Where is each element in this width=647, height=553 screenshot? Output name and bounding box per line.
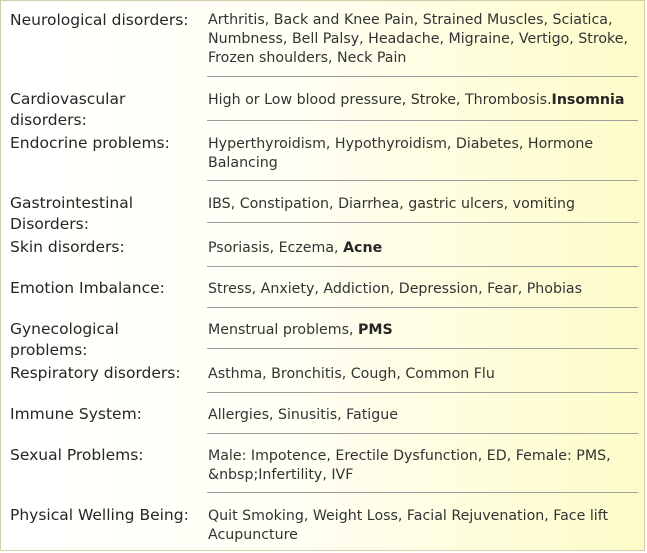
- condition-description: [208, 447, 638, 485]
- category-label: Endocrine problems:: [10, 134, 170, 152]
- category-label: Gynecological problems:: [10, 320, 119, 359]
- condition-description: [208, 321, 638, 340]
- row-divider: [207, 392, 638, 393]
- description-text: Hyperthyroidism, Hypothyroidism, Diabetes, Hormone Balancing: [208, 136, 594, 171]
- category-label: Cardiovascular disorders:: [10, 90, 126, 129]
- description-text: Menstrual problems,: [208, 322, 359, 338]
- row-divider: [207, 120, 638, 121]
- category-label: Emotion Imbalance:: [10, 279, 165, 297]
- row-divider: [207, 433, 638, 434]
- row-divider: [207, 307, 638, 308]
- description-emphasis: Acne: [343, 240, 383, 256]
- description-emphasis: Insomnia: [551, 92, 625, 108]
- condition-description: [208, 280, 638, 299]
- description-text: Allergies, Sinusitis, Fatigue: [208, 407, 398, 423]
- description-text: Psoriasis, Eczema,: [208, 240, 344, 256]
- category-label: Physical Welling Being:: [10, 506, 189, 524]
- condition-description: [208, 406, 638, 425]
- description-text: Stress, Anxiety, Addiction, Depression, Fear, Phobias: [208, 281, 583, 297]
- description-text: Arthritis, Back and Knee Pain, Strained Muscles, Sciatica, Numbness, Bell Palsy, Headache, Migraine, Vertigo, Stroke, Frozen shoulders, Neck Pain: [208, 12, 628, 66]
- row-divider: [207, 348, 638, 349]
- description-text: IBS, Constipation, Diarrhea, gastric ulcers, vomiting: [208, 196, 576, 212]
- row-divider: [207, 492, 638, 493]
- description-text: High or Low blood pressure, Stroke, Thrombosis.: [208, 92, 552, 108]
- category-label: Immune System:: [10, 405, 142, 423]
- description-text: Male: Impotence, Erectile Dysfunction, ED, Female: PMS, &nbsp;Infertility, IVF: [208, 448, 611, 483]
- condition-description: [208, 195, 638, 214]
- condition-description: [208, 239, 638, 258]
- condition-description: [208, 135, 638, 173]
- condition-description: [208, 11, 638, 68]
- condition-description: [208, 91, 638, 110]
- condition-description: [208, 507, 638, 545]
- category-label: Neurological disorders:: [10, 11, 189, 29]
- row-divider: [207, 76, 638, 77]
- condition-description: [208, 365, 638, 384]
- row-divider: [207, 266, 638, 267]
- description-text: Quit Smoking, Weight Loss, Facial Rejuvenation, Face lift Acupuncture: [208, 508, 609, 543]
- row-divider: [207, 222, 638, 223]
- category-label: Respiratory disorders:: [10, 364, 181, 382]
- description-emphasis: PMS: [358, 322, 393, 338]
- category-label: Skin disorders:: [10, 238, 125, 256]
- category-label: Gastrointestinal Disorders:: [10, 194, 134, 233]
- description-text: Asthma, Bronchitis, Cough, Common Flu: [208, 366, 495, 382]
- category-label: Sexual Problems:: [10, 446, 144, 464]
- row-divider: [207, 180, 638, 181]
